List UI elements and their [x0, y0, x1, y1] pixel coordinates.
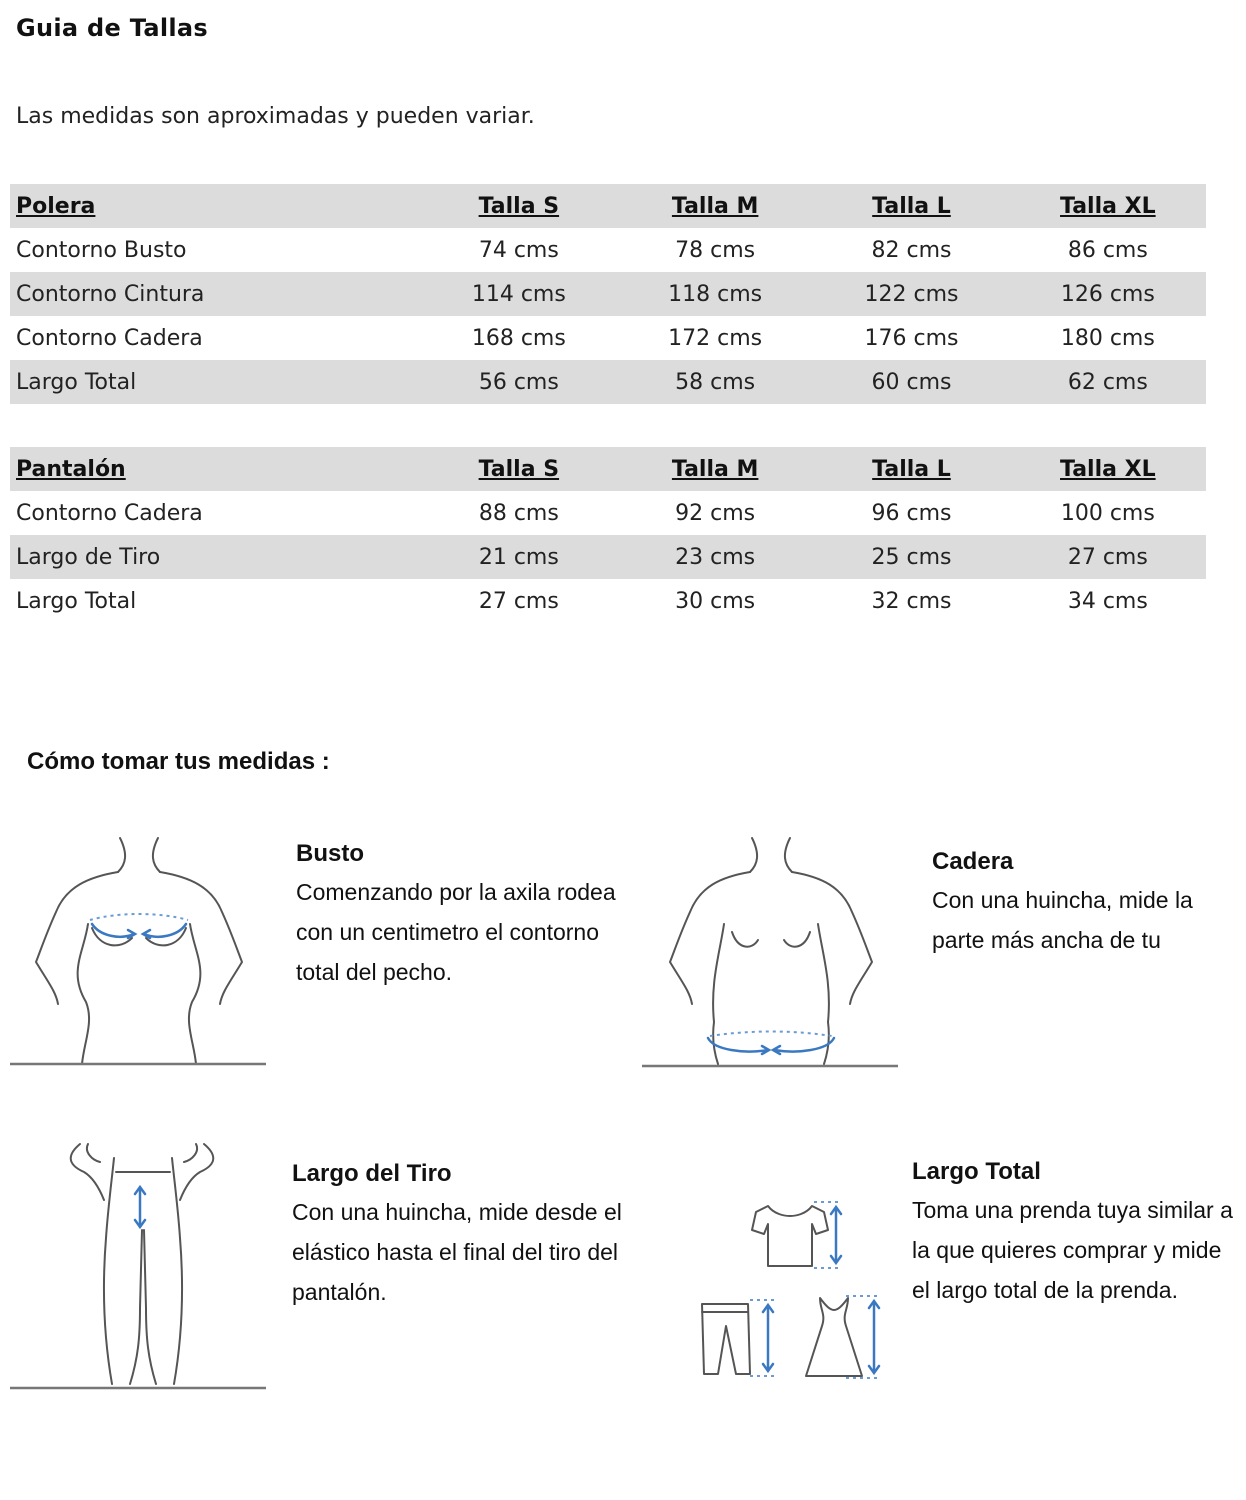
- table-cell: 176 cms: [864, 325, 959, 351]
- table-cell: 27 cms: [1067, 544, 1148, 570]
- table-cell: 25 cms: [871, 544, 952, 570]
- table-row: [10, 360, 1206, 404]
- table-cell: 23 cms: [675, 544, 756, 570]
- table-cell: 56 cms: [478, 369, 559, 395]
- table-cell: 100 cms: [1060, 500, 1155, 526]
- table-cell: 88 cms: [478, 500, 559, 526]
- table-header-row: [10, 447, 1206, 491]
- guide-title-cadera: Cadera: [932, 848, 1014, 875]
- column-header: Talla XL: [1060, 193, 1156, 219]
- row-label: Largo de Tiro: [16, 544, 161, 570]
- table-row: [10, 316, 1206, 360]
- table-cell: 78 cms: [675, 237, 756, 263]
- column-header: Talla L: [872, 456, 951, 482]
- size-note: Las medidas son aproximadas y pueden variar.: [16, 104, 535, 129]
- table-cell: 86 cms: [1067, 237, 1148, 263]
- row-label: Contorno Cadera: [16, 325, 203, 351]
- guide-text-tiro: Con una huincha, mide desde el elástico hasta el final del tiro del pantalón.: [292, 1199, 622, 1305]
- table-cell: 172 cms: [668, 325, 763, 351]
- row-label: Largo Total: [16, 588, 137, 614]
- table-cell: 126 cms: [1060, 281, 1155, 307]
- row-label: Contorno Busto: [16, 237, 187, 263]
- guide-title-tiro: Largo del Tiro: [292, 1160, 452, 1187]
- table-cell: 168 cms: [471, 325, 566, 351]
- table-cell: 114 cms: [471, 281, 566, 307]
- guide-text-cadera: Con una huincha, mide la parte más ancha de tu: [932, 887, 1193, 953]
- rise-measure-icon: [8, 1138, 270, 1394]
- table-cell: 74 cms: [478, 237, 559, 263]
- table-header-row: [10, 184, 1206, 228]
- row-label: Contorno Cintura: [16, 281, 205, 307]
- table-row: [10, 272, 1206, 316]
- table-row: [10, 535, 1206, 579]
- table-cell: 30 cms: [675, 588, 756, 614]
- table-cell: 96 cms: [871, 500, 952, 526]
- bust-measure-icon: [8, 832, 270, 1072]
- table-cell: 34 cms: [1067, 588, 1148, 614]
- column-header: Talla M: [671, 456, 759, 482]
- table-cell: 21 cms: [478, 544, 559, 570]
- table-cell: 60 cms: [871, 369, 952, 395]
- table-cell: 118 cms: [668, 281, 763, 307]
- column-header: Talla M: [671, 193, 759, 219]
- guide-title-busto: Busto: [296, 840, 364, 867]
- table-name: Pantalón: [16, 456, 126, 482]
- table-row: [10, 491, 1206, 535]
- guide-title-largo-total: Largo Total: [912, 1158, 1041, 1185]
- table-row: [10, 579, 1206, 623]
- table-name: Polera: [16, 193, 96, 219]
- hip-measure-icon: [640, 832, 902, 1072]
- table-cell: 27 cms: [478, 588, 559, 614]
- garment-length-icon: [696, 1194, 896, 1384]
- table-cell: 58 cms: [675, 369, 756, 395]
- table-cell: 92 cms: [675, 500, 756, 526]
- column-header: Talla S: [478, 193, 560, 219]
- column-header: Talla S: [478, 456, 560, 482]
- table-cell: 180 cms: [1060, 325, 1155, 351]
- table-cell: 32 cms: [871, 588, 952, 614]
- table-cell: 122 cms: [864, 281, 959, 307]
- guide-text-busto: Comenzando por la axila rodea con un centimetro el contorno total del pecho.: [296, 879, 616, 985]
- table-row: [10, 228, 1206, 272]
- guide-text-largo-total: Toma una prenda tuya similar a la que quieres comprar y mide el largo total de la prenda.: [912, 1197, 1233, 1303]
- table-cell: 62 cms: [1067, 369, 1148, 395]
- page-title: Guia de Tallas: [16, 14, 208, 42]
- column-header: Talla XL: [1060, 456, 1156, 482]
- polera-size-table: [10, 184, 1206, 404]
- how-to-title: Cómo tomar tus medidas :: [27, 748, 330, 775]
- column-header: Talla L: [872, 193, 951, 219]
- table-cell: 82 cms: [871, 237, 952, 263]
- row-label: Contorno Cadera: [16, 500, 203, 526]
- pantalon-size-table: [10, 447, 1206, 623]
- row-label: Largo Total: [16, 369, 137, 395]
